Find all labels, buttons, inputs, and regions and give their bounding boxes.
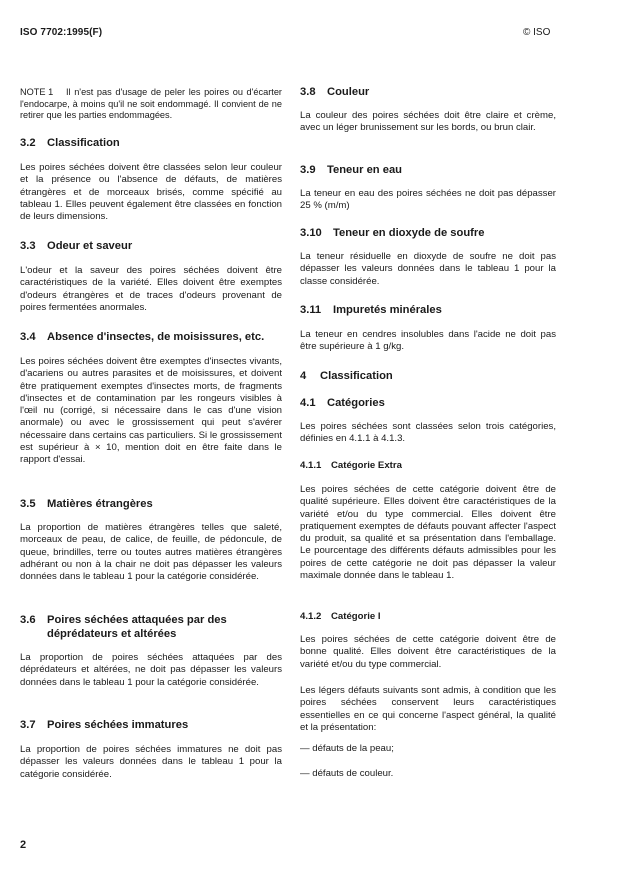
chapter-heading: 4 Classification xyxy=(300,370,393,382)
section-3-4-text: Les poires séchées doivent être exemptes d'insectes vivants, d'acariens ou autres parasites et de moisissures, et doivent être pratiquement exemptes d'insectes morts, de fragments d'insectes et de contamination par les rongeurs visibles à l'œil nu (corrigé, si nécessaire dans le cas d'une vision anormale) ou avec le grossissement qui peut s'avérer nécessaire dans certains cas particuliers. Si le grossissement est supérieur à × 10, mention doit en être faite dans le rapport d'essai. xyxy=(20,356,282,466)
note-1 xyxy=(20,87,282,122)
section-4-1-2-text-1: Les poires séchées de cette catégorie doivent être de bonne qualité. Elles doivent être caractéristiques de la variété et/ou du type commercial. xyxy=(300,634,556,670)
subsection-heading: 4.1.1 Catégorie Extra xyxy=(300,460,402,471)
section-4-1-2-text-2: Les légers défauts suivants sont admis, à condition que les poires séchées conservent leurs caractéristiques essentielles en ce qui concerne l'aspect général, la qualité et la présentation: xyxy=(300,685,556,733)
note-label: NOTE 1 xyxy=(20,87,54,97)
section-heading: 3.8 Couleur xyxy=(300,86,370,98)
section-heading: 3.4 Absence d'insectes, de moisissures, etc. xyxy=(20,331,265,343)
section-4-1-1 xyxy=(300,459,556,473)
section-3-5-text: La proportion de matières étrangères telles que saleté, morceaux de peau, de calice, de feuille, de pédoncule, de queue, brindilles, terre ou toutes autres matières étrangères adhérant ou non à la chair ne doit pas dépasser les valeurs données dans le tableau 1 pour la catégorie considérée. xyxy=(20,522,282,583)
section-heading: 3.9 Teneur en eau xyxy=(300,164,403,176)
section-4-1-2 xyxy=(300,610,556,624)
page-number: 2 xyxy=(20,839,27,851)
section-3-10 xyxy=(300,226,556,240)
section-3-2 xyxy=(20,136,282,150)
section-heading: 3.7 Poires séchées immatures xyxy=(20,719,189,731)
section-3-4 xyxy=(20,330,282,344)
section-3-8 xyxy=(300,85,556,99)
section-4 xyxy=(300,369,556,383)
section-3-7-text: La proportion de poires séchées immatures ne doit pas dépasser les valeurs données dans le tableau 1 pour la catégorie considérée. xyxy=(20,744,282,780)
section-3-8-text: La couleur des poires séchées doit être claire et crème, avec un léger brunissement sur les bords, ou brun clair. xyxy=(300,110,556,134)
section-4-1-text: Les poires séchées sont classées selon trois catégories, définies en 4.1.1 à 4.1.3. xyxy=(300,421,556,445)
section-3-5 xyxy=(20,497,282,511)
section-3-9-text: La teneur en eau des poires séchées ne doit pas dépasser 25 % (m/m) xyxy=(300,188,556,212)
section-heading: 3.6 Poires séchées attaquées par des déprédateurs et altérées xyxy=(20,614,227,640)
section-3-9 xyxy=(300,163,556,177)
subsection-heading: 4.1.2 Catégorie I xyxy=(300,611,381,622)
defect-list-item: — défauts de la peau; xyxy=(300,743,394,754)
section-4-1 xyxy=(300,396,556,410)
standard-reference: ISO 7702:1995(F) xyxy=(20,27,103,38)
section-3-10-text: La teneur résiduelle en dioxyde de soufre ne doit pas dépasser les valeurs données dans le tableau 1 pour la classe considérée. xyxy=(300,251,556,287)
defect-list-item: — défauts de couleur. xyxy=(300,768,394,779)
section-3-6-text: La proportion de poires séchées attaquées par des déprédateurs et altérées, ne doit pas dépasser les valeurs données dans le tableau 1 pour la catégorie considérée. xyxy=(20,652,282,688)
section-3-2-text: Les poires séchées doivent être classées selon leur couleur et la présence ou l'absence de défauts, de matières étrangères et de morceaux brisés, comme spécifié au tableau 1. Elles peuvent également être classées en fonction de leurs dimensions. xyxy=(20,162,282,223)
section-heading: 3.5 Matières étrangères xyxy=(20,498,153,510)
section-3-3 xyxy=(20,239,282,253)
section-3-6 xyxy=(20,613,282,641)
section-3-11 xyxy=(300,303,556,317)
section-heading: 4.1 Catégories xyxy=(300,397,385,409)
section-heading: 3.2 Classification xyxy=(20,137,120,149)
section-heading: 3.10 Teneur en dioxyde de soufre xyxy=(300,227,485,239)
copyright-mark: © ISO xyxy=(523,27,551,38)
section-3-3-text: L'odeur et la saveur des poires séchées doivent être caractéristiques de la variété. Elles doivent être exemptes d'odeurs étrangères et de traces d'odeurs provenant de poires fermentées anormales. xyxy=(20,265,282,313)
section-4-1-1-text: Les poires séchées de cette catégorie doivent être de qualité supérieure. Elles doivent être caractéristiques de la variété et/ou du type commercial. Elles doivent être pratiquement exemptes de défauts pouvant affecter l'aspect du produit, sa qualité et sa présentation dans l'emballage. Le pourcentage des différents défauts admissibles pour les poires de cette catégorie ne doit pas dépasser la valeur maximale donnée dans le tableau 1. xyxy=(300,484,556,582)
note-text: Il n'est pas d'usage de peler les poires ou d'écarter l'endocarpe, à moins qu'il ne soit endommagé. Il convient de ne retirer que les parties endommagées. xyxy=(20,87,282,120)
section-3-7 xyxy=(20,718,282,732)
section-heading: 3.11 Impuretés minérales xyxy=(300,304,442,316)
section-3-11-text: La teneur en cendres insolubles dans l'acide ne doit pas être supérieure à 1 g/kg. xyxy=(300,329,556,353)
section-heading: 3.3 Odeur et saveur xyxy=(20,240,133,252)
